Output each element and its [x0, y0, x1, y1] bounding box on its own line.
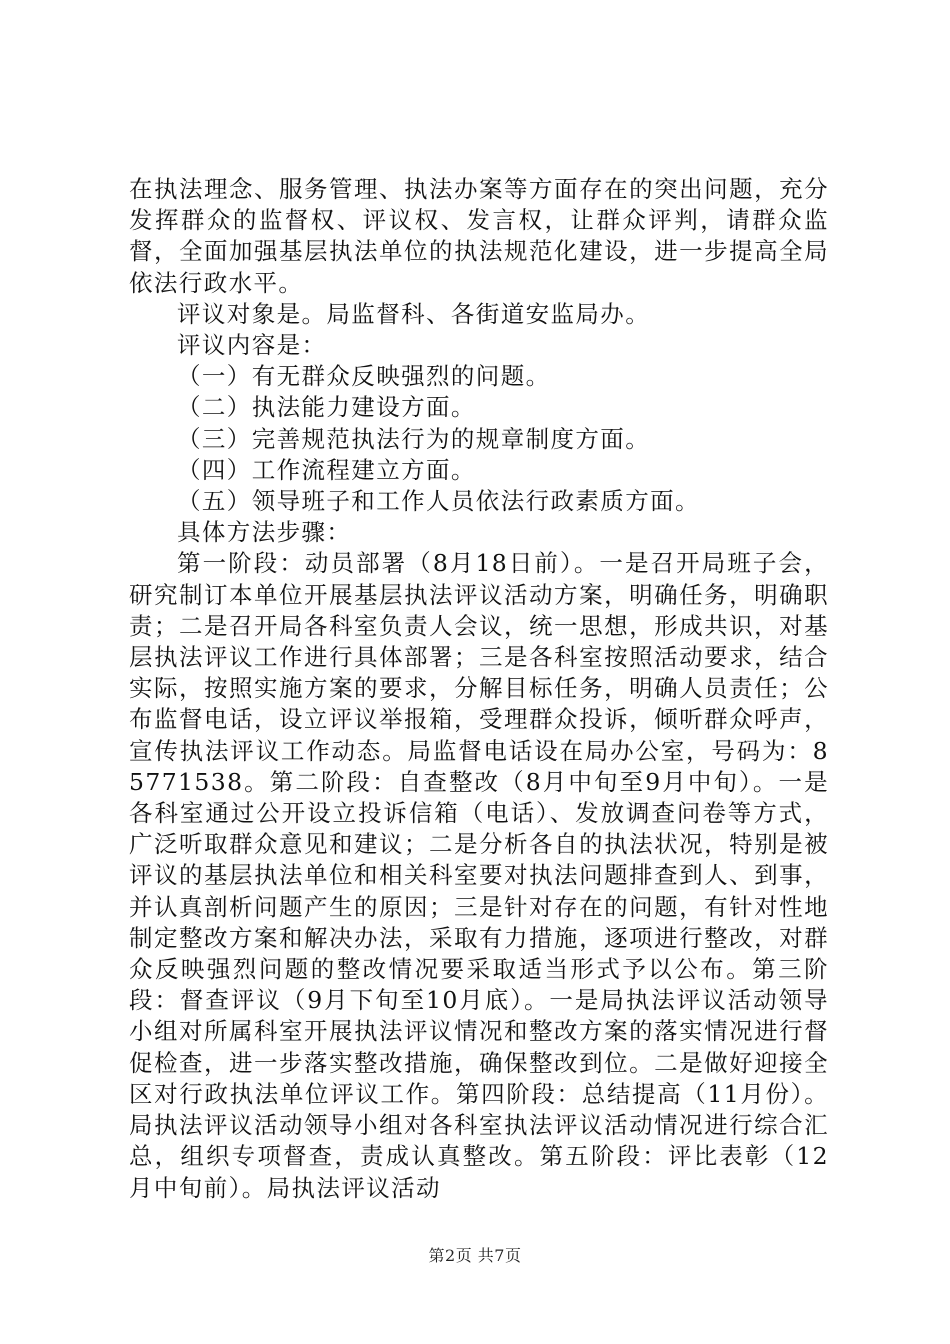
- paragraph-stages: 第一阶段：动员部署（8月18日前）。一是召开局班子会，研究制订本单位开展基层执法评议活动方案，明确任务，明确职责；二是召开局各科室负责人会议，统一思想，形成共识，对基层执法评议工作进行具体部署；三是各科室按照活动要求，结合实际，按照实施方案的要求，分解目标任务，明确人员责任；公布监督电话，设立评议举报箱，受理群众投诉，倾听群众呼声，宣传执法评议工作动态。局监督电话设在局办公室，号码为：85771538。第二阶段：自查整改（8月中旬至9月中旬）。一是各科室通过公开设立投诉信箱（电话）、发放调查问卷等方式，广泛听取群众意见和建议；二是分析各自的执法状况，特别是被评议的基层执法单位和相关科室要对执法问题排查到人、到事，并认真剖析问题产生的原因；三是针对存在的问题，有针对性地制定整改方案和解决办法，采取有力措施，逐项进行整改，对群众反映强烈问题的整改情况要采取适当形式予以公布。第三阶段：督查评议（9月下旬至10月底）。一是局执法评议活动领导小组对所属科室开展执法评议情况和整改方案的落实情况进行督促检查，进一步落实整改措施，确保整改到位。二是做好迎接全区对行政执法单位评议工作。第四阶段：总结提高（11月份）。局执法评议活动领导小组对各科室执法评议活动情况进行综合汇总，组织专项督查，责成认真整改。第五阶段：评比表彰（12月中旬前）。局执法评议活动: [129, 549, 829, 1202]
- paragraph-method-heading: 具体方法步骤：: [177, 518, 352, 547]
- list-item-5: （五）领导班子和工作人员依法行政素质方面。: [177, 487, 700, 516]
- paragraph-review-target: 评议对象是。局监督科、各街道安监局办。: [177, 299, 651, 328]
- list-item-2: （二）执法能力建设方面。: [177, 393, 476, 422]
- list-item-1: （一）有无群众反映强烈的问题。: [177, 362, 551, 391]
- list-item-4: （四）工作流程建立方面。: [177, 455, 476, 484]
- paragraph-review-content: 评议内容是：: [177, 331, 327, 360]
- document-body: [129, 174, 829, 1204]
- page-footer: 第2页 共7页: [428, 1246, 522, 1265]
- list-item-3: （三）完善规范执法行为的规章制度方面。: [177, 424, 651, 453]
- paragraph-continuation: 在执法理念、服务管理、执法办案等方面存在的突出问题，充分发挥群众的监督权、评议权、发言权，让群众评判，请群众监督，全面加强基层执法单位的执法规范化建设，进一步提高全局依法行政水平。: [129, 175, 829, 297]
